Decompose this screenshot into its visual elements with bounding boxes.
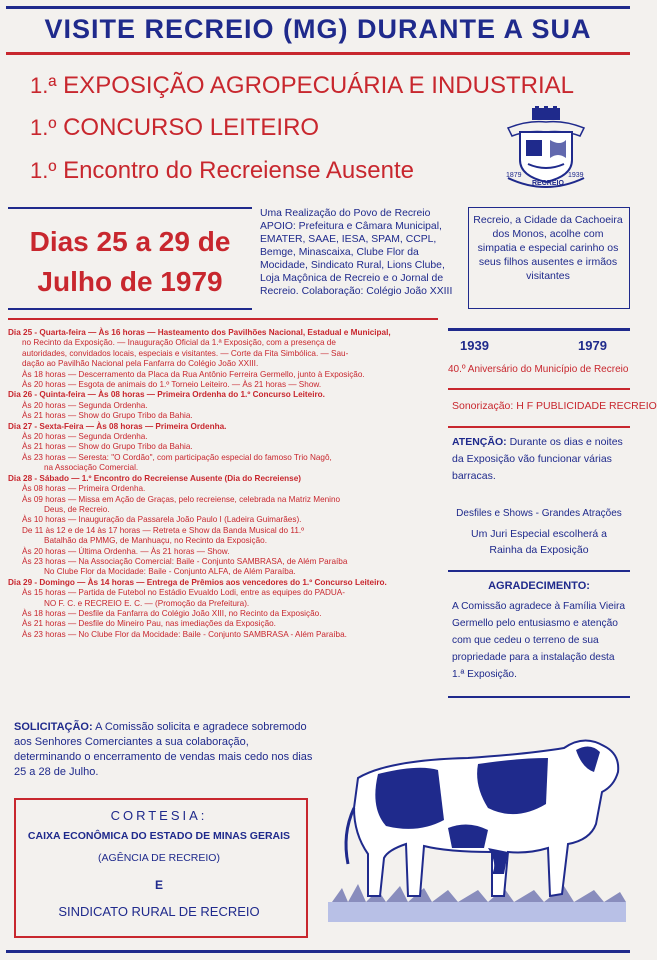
- cortesia-line3: SINDICATO RURAL DE RECREIO: [58, 904, 260, 919]
- dates-top-rule: [8, 207, 252, 209]
- cortesia-conj: E: [154, 878, 163, 892]
- solicitacao-text: SOLICITAÇÃO: A Comissão solicita e agradece sobremodo aos Senhores Comerciantes a sua colaboração, determinando o encerramento de vendas mais cedo nos dias 25 a 28 de Julho.: [14, 721, 313, 778]
- program-line: NO F. C. e RECREIO E. C. — (Promoção da Prefeitura).: [44, 598, 250, 608]
- cortesia-line2: (AGÊNCIA DE RECREIO): [98, 852, 220, 864]
- program-line: Às 21 horas — Show do Grupo Tribo da Bahia.: [22, 442, 193, 452]
- anniv-year-start: 1939: [460, 338, 489, 353]
- program-line: Às 23 horas — Na Associação Comercial: Baile - Conjunto SAMBRASA, de Além Paraíba: [22, 556, 348, 566]
- agradec-rule: [448, 570, 630, 572]
- side-bottom-rule: [448, 696, 630, 698]
- program-line: no Recinto da Exposição. — Inauguração Oficial da 1.ª Exposição, com a presença de: [22, 338, 336, 348]
- program-line: Às 20 horas — Esgota de animais do 1.º Torneio Leiteiro. — Às 21 horas — Show.: [22, 380, 322, 390]
- program-line: Às 20 horas — Última Ordenha. — Às 21 horas — Show.: [22, 546, 230, 556]
- dates-bottom-rule: [8, 308, 252, 310]
- agradecimento-text: A Comissão agradece à Família Vieira Germello pelo entusiasmo e atenção com que cedeu o terreno de sua propriedade para a instalação desta 1.ª Exposição.: [452, 601, 626, 680]
- juri-text: Um Juri Especial escolherá a Rainha da Exposição: [471, 528, 607, 556]
- realizacao-text: Uma Realização do Povo de Recreio APOIO: Prefeitura e Câmara Municipal, EMATER, SAAE, IESA, SPAM, CCPL, Bemge, Minascaixa, Clube Flor da Mocidade, Sindicato Rural, Lions Clube, Loja Maçônica de Recreio e o Jornal de Recreio. Colaboração: Colégio João XXIII: [260, 208, 453, 297]
- program-line: Às 21 horas — Desfile do Mineiro Pau, nas imediações da Exposição.: [22, 619, 276, 629]
- program-line: No Clube Flor da Mocidade: Baile - Conjunto ALFA, de Além Paraíba.: [44, 567, 296, 577]
- anniv-rule: [448, 328, 630, 331]
- event-encontro: 1.º Encontro do Recreiense Ausente: [30, 157, 414, 184]
- program-line: Às 18 horas — Desfile da Fanfarra do Colégio João XIII, no Recinto da Exposição.: [22, 608, 322, 618]
- bottom-rule: [6, 950, 630, 953]
- program-line: Dia 25 - Quarta-feira — Às 16 horas — Hasteamento dos Pavilhões Nacional, Estadual e Municipal,: [8, 328, 391, 337]
- top-rule: [6, 6, 630, 9]
- event-concurso: 1.º CONCURSO LEITEIRO: [30, 114, 320, 141]
- event-dates: Dias 25 a 29 de Julho de 1979: [29, 226, 231, 297]
- anniv-text: 40.º Aniversário do Município de Recreio: [448, 364, 629, 375]
- cow-illustration: [328, 724, 626, 924]
- program-line: Dia 27 - Sexta-Feira — Às 08 horas — Primeira Ordenha.: [8, 421, 227, 431]
- program-line: Às 10 horas — Inauguração da Passarela João Paulo I (Ladeira Guimarães).: [22, 515, 302, 525]
- seal-year-left: 1879: [506, 172, 522, 179]
- program-line: Às 08 horas — Primeira Ordenha.: [22, 484, 146, 494]
- banner-title: VISITE RECREIO (MG) DURANTE A SUA: [44, 14, 592, 44]
- program-line: Batalhão da PMMG, de Manhuaçu, no Recinto da Exposição.: [44, 536, 268, 546]
- program-line: Dia 28 - Sábado — 1.º Encontro do Recreiense Ausente (Dia do Recreiense): [8, 473, 301, 483]
- sonor-rule: [448, 388, 630, 390]
- program-line: De 11 às 12 e de 14 às 17 horas — Retreta e Show da Banda Musical do 11.º: [22, 525, 305, 535]
- atencao-text: ATENÇÃO: Durante os dias e noites da Exposição vão funcionar várias barracas.: [452, 436, 623, 482]
- program-line: autoridades, convidados locais, especiais e visitantes. — Corte da Fita Simbólica. — Sau-: [22, 348, 349, 358]
- cortesia-title: CORTESIA:: [110, 808, 208, 823]
- program-line: Dia 26 - Quinta-feira — Às 08 horas — Primeira Ordenha do 1.º Concurso Leiteiro.: [8, 390, 325, 400]
- program-line: na Associação Comercial.: [44, 463, 139, 473]
- program-line: Às 09 horas — Missa em Ação de Graças, pelo recreiense, celebrada na Matriz Menino: [22, 494, 341, 504]
- program-line: Às 21 horas — Show do Grupo Tribo da Bahia.: [22, 411, 193, 421]
- section-rule: [8, 318, 438, 320]
- program-line: Às 20 horas — Segunda Ordenha.: [22, 400, 148, 410]
- cortesia-line1: CAIXA ECONÔMICA DO ESTADO DE MINAS GERAIS: [27, 830, 291, 842]
- program-line: Deus, de Recreio.: [44, 504, 110, 514]
- program-line: Dia 29 - Domingo — Às 14 horas — Entrega de Prêmios aos vencedores do 1.º Concurso Leiteiro.: [8, 577, 387, 587]
- program-line: dação ao Pavilhão Nacional pela Fanfarra do Colégio João XXIII.: [22, 359, 259, 369]
- sonorizacao: Sonorização: H F PUBLICIDADE RECREIO: [452, 400, 657, 412]
- program-line: Às 20 horas — Segunda Ordenha.: [22, 432, 148, 442]
- event-exposicao: 1.ª EXPOSIÇÃO AGROPECUÁRIA E INDUSTRIAL: [30, 72, 574, 99]
- program-line: Às 18 horas — Descerramento da Placa da Rua Antônio Ferreira Germello, junto à Exposição.: [22, 369, 365, 379]
- desfiles-text: Desfiles e Shows - Grandes Atrações: [456, 508, 622, 519]
- program-line: Às 23 horas — Seresta: "O Cordão", com participação especial do famoso Trio Nagô,: [22, 452, 332, 462]
- agradecimento-label: AGRADECIMENTO:: [488, 580, 590, 592]
- municipal-seal: [498, 106, 594, 194]
- seal-name: RECREIO: [532, 180, 564, 187]
- cow-icon: [328, 724, 626, 924]
- banner-underline: [6, 52, 630, 55]
- program-line: Às 23 horas — No Clube Flor da Mocidade: Baile - Conjunto SAMBRASA - Além Paraíba.: [22, 629, 347, 639]
- atencao-rule: [448, 426, 630, 428]
- program-schedule: [8, 328, 438, 640]
- program-line: Às 15 horas — Partida de Futebol no Estádio Evualdo Lodi, entre as equipes do PADUA-: [22, 588, 345, 598]
- seal-year-right: 1939: [568, 172, 584, 179]
- sidebar-column: [448, 328, 657, 700]
- anniv-year-end: 1979: [578, 338, 607, 353]
- city-text: Recreio, a Cidade da Cachoeira dos Monos, acolhe com simpatia e especial carinho os seus filhos ausentes e irmãos visitantes: [473, 214, 623, 282]
